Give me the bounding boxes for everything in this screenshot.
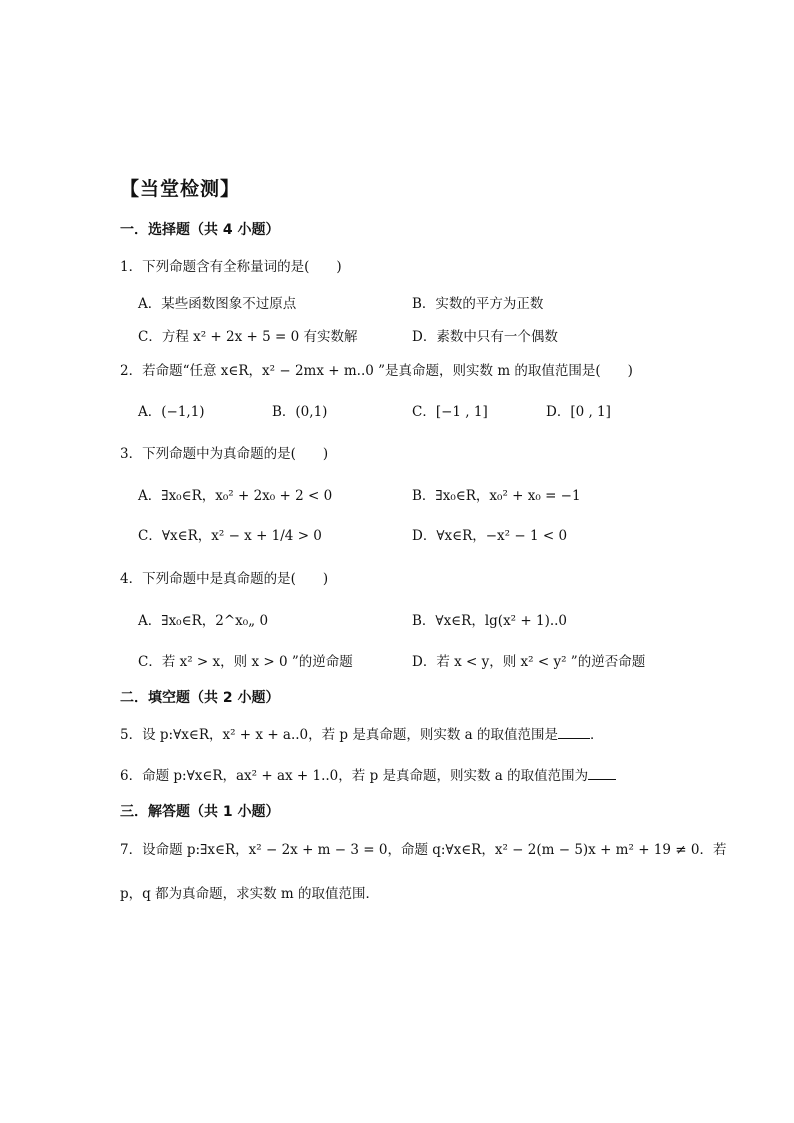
question-4-option-d: D．若 x < y，则 x² < y² ”的逆否命题 bbox=[412, 654, 646, 670]
section-heading-choice: 一．选择题（共 4 小题） bbox=[120, 222, 280, 238]
answer-blank bbox=[588, 767, 616, 780]
question-2-option-c: C．[−1 , 1] bbox=[412, 404, 488, 420]
page-title: 【当堂检测】 bbox=[120, 178, 241, 200]
question-2-option-d: D．[0 , 1] bbox=[546, 404, 611, 420]
question-3-option-c: C．∀x∈R，x² − x + 1/4 > 0 bbox=[138, 528, 322, 544]
section-heading-fill: 二．填空题（共 2 小题） bbox=[120, 690, 280, 706]
question-4-option-c: C．若 x² > x，则 x > 0 ”的逆命题 bbox=[138, 654, 353, 670]
question-2-option-a: A．(−1,1) bbox=[138, 404, 205, 420]
question-5-end: ． bbox=[590, 727, 604, 743]
question-6 bbox=[120, 764, 616, 784]
question-6-stem: 6．命题 p:∀x∈R，ax² + ax + 1..0，若 p 是真命题，则实数 a 的取值范围为 bbox=[120, 768, 589, 784]
answer-blank bbox=[558, 726, 590, 739]
question-1-option-d: D．素数中只有一个偶数 bbox=[412, 329, 558, 345]
question-1-stem: 1．下列命题含有全称量词的是( ) bbox=[120, 259, 342, 275]
question-3-option-a: A．∃x₀∈R，x₀² + 2x₀ + 2 < 0 bbox=[138, 488, 333, 504]
question-4-option-a: A．∃x₀∈R，2^x₀„ 0 bbox=[138, 613, 269, 629]
question-1-option-c: C．方程 x² + 2x + 5 = 0 有实数解 bbox=[138, 329, 358, 345]
question-1-option-a: A．某些函数图象不过原点 bbox=[138, 296, 297, 312]
question-3-option-d: D．∀x∈R，−x² − 1 < 0 bbox=[412, 528, 568, 544]
question-1-option-b: B．实数的平方为正数 bbox=[412, 296, 544, 312]
question-5-stem: 5．设 p:∀x∈R，x² + x + a..0，若 p 是真命题，则实数 a 的取值范围是 bbox=[120, 727, 558, 743]
question-3-option-b: B．∃x₀∈R，x₀² + x₀ = −1 bbox=[412, 488, 581, 504]
question-7-line-1: 7．设命题 p:∃x∈R，x² − 2x + m − 3 = 0，命题 q:∀x∈R，x² − 2(m − 5)x + m² + 19 ≠ 0．若 bbox=[120, 842, 727, 858]
question-4-option-b: B．∀x∈R，lg(x² + 1)..0 bbox=[412, 613, 568, 629]
question-7-line-2: p，q 都为真命题，求实数 m 的取值范围． bbox=[120, 886, 379, 902]
question-3-stem: 3．下列命题中为真命题的是( ) bbox=[120, 446, 329, 462]
question-5 bbox=[120, 723, 604, 743]
question-2-option-b: B．(0,1) bbox=[272, 404, 328, 420]
question-4-stem: 4．下列命题中是真命题的是( ) bbox=[120, 571, 329, 587]
question-2-stem: 2．若命题“任意 x∈R，x² − 2mx + m..0 ”是真命题，则实数 m 的取值范围是( ) bbox=[120, 363, 633, 379]
section-heading-solve: 三．解答题（共 1 小题） bbox=[120, 804, 280, 820]
